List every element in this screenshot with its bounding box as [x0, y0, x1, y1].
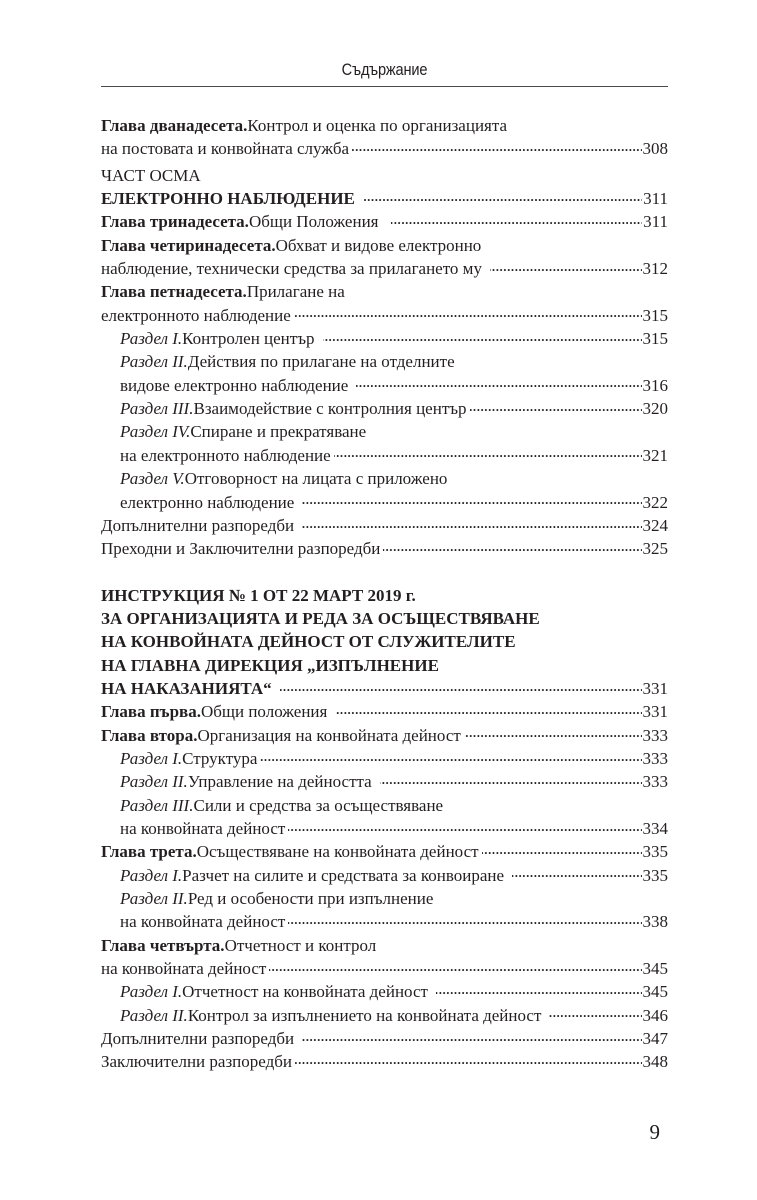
header-rule-divider: [101, 86, 668, 87]
toc-line[interactable]: [101, 537, 668, 560]
section-title-cont: електронно наблюдение: [120, 492, 295, 512]
page-ref: 320: [642, 399, 668, 419]
part-label-line: [101, 164, 668, 187]
chapter-label: Глава четиринадесета.: [101, 235, 276, 255]
toc-line[interactable]: [101, 397, 668, 420]
page-ref: 315: [642, 305, 668, 325]
toc-line[interactable]: [101, 817, 668, 840]
page-ref: 325: [642, 539, 668, 559]
toc-line[interactable]: [101, 1050, 668, 1073]
page-ref: 331: [642, 702, 668, 722]
section-title: Действия по прилагане на отделните: [187, 352, 455, 372]
page-ref: 312: [642, 259, 668, 279]
section-label: Раздел IV.: [120, 422, 191, 442]
section-title: Управление на дейността: [187, 772, 372, 792]
page-ref: 311: [643, 189, 668, 209]
page-ref: 311: [643, 212, 668, 232]
page-number: 9: [649, 1120, 660, 1144]
instruction-title: НА ГЛАВНА ДИРЕКЦИЯ „ИЗПЪЛНЕНИЕ: [101, 655, 439, 675]
page-ref: 347: [642, 1029, 668, 1049]
page-ref: 324: [642, 515, 668, 535]
page-ref: 335: [642, 842, 668, 862]
section-title: Контролен център: [182, 329, 315, 349]
page-ref: 333: [642, 725, 668, 745]
page-ref: 308: [642, 139, 668, 159]
page-ref: 345: [642, 982, 668, 1002]
page-ref: 334: [642, 818, 668, 838]
part-title: ЕЛЕКТРОННО НАБЛЮДЕНИЕ: [101, 189, 355, 209]
entry-title: Заключителни разпоредби: [101, 1052, 292, 1072]
section-label: Раздел II.: [120, 352, 188, 372]
page-ref: 322: [642, 492, 668, 512]
section-label: Раздел I.: [120, 748, 183, 768]
section-label: Раздел II.: [120, 772, 188, 792]
toc-line: [101, 934, 668, 957]
dot-leader: [549, 1004, 641, 1021]
toc-line[interactable]: [101, 257, 668, 280]
chapter-title: Организация на конвойната дейност: [197, 725, 461, 745]
section-label: Раздел III.: [120, 399, 194, 419]
page-ref: 315: [642, 329, 668, 349]
section-title-cont: на конвойната дейност: [120, 912, 286, 932]
section-label: Раздел I.: [120, 329, 183, 349]
toc-line[interactable]: [101, 770, 668, 793]
instruction-title-line: [101, 607, 668, 630]
chapter-title: Прилагане на: [246, 282, 345, 302]
instruction-title: НА НАКАЗАНИЯТА“: [101, 678, 272, 698]
dot-leader: [288, 817, 641, 834]
toc-line[interactable]: [101, 724, 668, 747]
dot-leader: [490, 257, 642, 274]
toc-line[interactable]: [101, 491, 668, 514]
toc-line[interactable]: [101, 980, 668, 1003]
entry-title: Допълнителни разпоредби: [101, 515, 295, 535]
instruction-title-line: [101, 654, 668, 677]
dot-leader: [380, 770, 642, 787]
toc-line[interactable]: [101, 514, 668, 537]
section-title: Спиране и прекратяване: [190, 422, 367, 442]
toc-line: [101, 467, 668, 490]
chapter-title: Общи Положения: [248, 212, 379, 232]
toc-line: [101, 234, 668, 257]
page-ref: 348: [642, 1052, 668, 1072]
chapter-label: Глава тринадесета.: [101, 212, 249, 232]
chapter-title: Осъществяване на конвойната дейност: [196, 842, 479, 862]
dot-leader: [260, 747, 641, 764]
dot-leader: [334, 444, 642, 461]
dot-leader: [288, 910, 641, 927]
section-label: Раздел I.: [120, 982, 183, 1002]
dot-leader: [470, 397, 642, 414]
section-title-cont: на конвойната дейност: [120, 818, 286, 838]
section-title: Контрол за изпълнението на конвойната дейност: [187, 1005, 542, 1025]
toc-line[interactable]: [101, 187, 668, 210]
chapter-title: Обхват и видове електронно: [275, 235, 482, 255]
toc-line[interactable]: [101, 327, 668, 350]
dot-leader: [302, 514, 641, 531]
page-ref: 333: [642, 772, 668, 792]
instruction-title: ЗА ОРГАНИЗАЦИЯТА И РЕДА ЗА ОСЪЩЕСТВЯВАНЕ: [101, 608, 540, 628]
dot-leader: [323, 327, 642, 344]
section-label: Раздел II.: [120, 889, 188, 908]
dot-leader: [436, 980, 642, 997]
section-title: Отговорност на лицата с приложено: [184, 469, 448, 489]
toc-line: [101, 794, 668, 817]
dot-leader: [302, 491, 641, 508]
dot-leader: [512, 864, 641, 881]
chapter-label: Глава първа.: [101, 702, 201, 722]
toc-line[interactable]: [101, 374, 668, 397]
toc-line: [101, 887, 668, 910]
toc-line[interactable]: [101, 1027, 668, 1050]
toc-line[interactable]: [101, 210, 668, 233]
section-title: Сили и средства за осъществяване: [193, 795, 444, 815]
instruction-title-line: [101, 584, 668, 607]
dot-leader: [363, 187, 642, 204]
section-title-cont: на електронното наблюдение: [120, 445, 331, 465]
entry-title: Допълнителни разпоредби: [101, 1029, 295, 1049]
dot-leader: [269, 957, 641, 974]
chapter-title-cont: наблюдение, технически средства за прилагането му: [101, 259, 482, 279]
section-label: Раздел V.: [120, 469, 185, 489]
dot-leader: [464, 724, 642, 741]
chapter-label: Глава втора.: [101, 725, 198, 745]
section-title: Структура: [182, 748, 258, 768]
page-ref: 316: [642, 375, 668, 395]
toc-line: [101, 280, 668, 303]
chapter-label: Глава трета.: [101, 842, 197, 862]
toc-line: [101, 420, 668, 443]
chapter-title: Контрол и оценка по организацията: [247, 116, 508, 135]
section-label: Раздел III.: [120, 795, 194, 815]
toc-line[interactable]: [101, 910, 668, 933]
dot-leader: [383, 537, 641, 554]
page-ref: 346: [642, 1005, 668, 1025]
section-title: Разчет на силите и средствата за конвоиране: [182, 865, 505, 885]
dot-leader: [482, 840, 642, 857]
page-ref: 338: [642, 912, 668, 932]
toc-line[interactable]: [101, 700, 668, 723]
page-ref: 333: [642, 748, 668, 768]
toc-line: [101, 114, 668, 137]
toc-line[interactable]: [101, 304, 668, 327]
toc-line[interactable]: [101, 677, 668, 700]
toc-line[interactable]: [101, 957, 668, 980]
section-label: Раздел II.: [120, 1005, 188, 1025]
toc-line[interactable]: [101, 840, 668, 863]
chapter-title-cont: електронното наблюдение: [101, 305, 291, 325]
section-title-cont: видове електронно наблюдение: [120, 375, 349, 395]
chapter-label: Глава четвърта.: [101, 935, 225, 955]
toc-line[interactable]: [101, 444, 668, 467]
dot-leader: [294, 304, 642, 321]
page-ref: 321: [642, 445, 668, 465]
dot-leader: [302, 1027, 641, 1044]
instruction-title: ИНСТРУКЦИЯ № 1 ОТ 22 МАРТ 2019 г.: [101, 585, 416, 605]
toc-line[interactable]: [101, 1004, 668, 1027]
running-head-title: Съдържание: [341, 60, 428, 79]
dot-leader: [335, 700, 641, 717]
dot-leader: [295, 1050, 642, 1067]
chapter-title: Общи положения: [200, 702, 328, 722]
page-ref: 335: [642, 865, 668, 885]
toc-line[interactable]: [101, 864, 668, 887]
table-of-contents: [101, 114, 668, 1074]
toc-line[interactable]: [101, 137, 668, 160]
section-label: Раздел I.: [120, 865, 183, 885]
toc-line[interactable]: [101, 747, 668, 770]
chapter-title-cont: на конвойната дейност: [101, 959, 267, 979]
toc-line: [101, 350, 668, 373]
entry-title: Преходни и Заключителни разпоредби: [101, 539, 381, 559]
instruction-title: НА КОНВОЙНАТА ДЕЙНОСТ ОТ СЛУЖИТЕЛИТЕ: [101, 632, 516, 652]
part-label: ЧАСТ ОСМА: [101, 165, 201, 185]
dot-leader: [280, 677, 642, 694]
dot-leader: [356, 374, 641, 391]
section-title: Отчетност на конвойната дейност: [182, 982, 428, 1002]
chapter-title-cont: на постовата и конвойната служба: [101, 139, 350, 159]
chapter-label: Глава петнадесета.: [101, 282, 247, 302]
page-ref: 331: [642, 678, 668, 698]
page-ref: 345: [642, 959, 668, 979]
chapter-title: Отчетност и контрол: [224, 935, 377, 955]
section-title: Взаимодействие с контролния център: [193, 399, 467, 419]
section-title: Ред и особености при изпълнение: [187, 889, 434, 908]
instruction-title-line: [101, 630, 668, 653]
dot-leader: [352, 137, 641, 154]
dot-leader: [391, 210, 643, 227]
chapter-label: Глава дванадесета.: [101, 116, 248, 135]
